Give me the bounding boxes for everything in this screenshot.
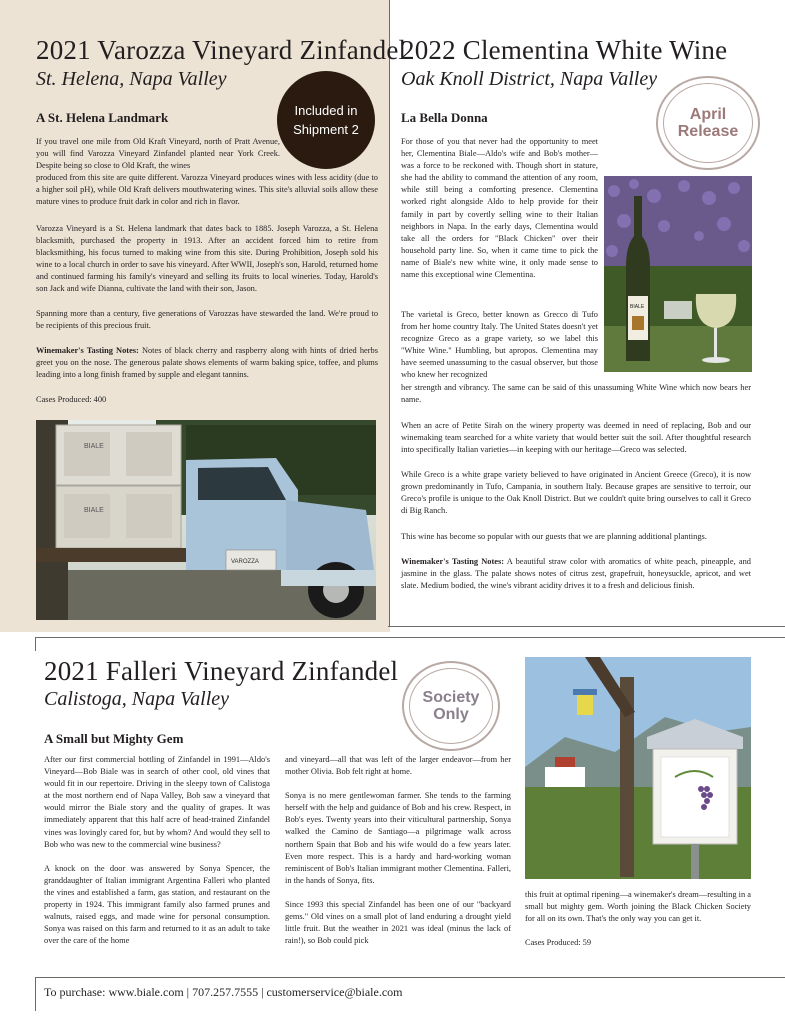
varozza-tasting-notes <box>36 345 378 381</box>
middle-divider-tick <box>35 637 36 651</box>
falleri-col1-para1: After our first commercial bottling of Zinfandel in 1991—Aldo's Vineyard—Bob Biale was in search of other cool, old vines that would fit in our repertoire. Driving in the sleepy town of Calistoga at the most northern end of Napa Valley, Bob saw a vineyard that would mirror the Biale story and the quality of grapes. It was immediately apparent that this half acre of head-trained Zinfandel vines was lovingly cared for, but by whom? And would they sell to Bob who was new to the commercial wine business? <box>44 755 270 849</box>
footer-separator-1: | <box>186 985 190 999</box>
falleri-col2-para3: Since 1993 this special Zinfandel has been one of our "backyard gems." Old vines on a small plot of land enduring a drought yield little fruit. But the weather in 2021 was ideal (minus the lack of rain!), so Bob could pick <box>285 899 511 946</box>
varozza-tasting-label: Winemaker's Tasting Notes: <box>36 346 139 355</box>
falleri-col2-para2: Sonya is no mere gentlewoman farmer. She tends to the farming herself with the help and guidance of Bob and his crew. Respect, in Bob's eyes. Twenty years into their viticultural partnership, Sonya walked the Camino de Santiago—a pilgrimage walk across northern Spain that Bob and his wife would do a few years later. Even more respect. This is a hardy and hard-working woman reminiscent of Bob's Italian immigrant mother Clementina. Falleri, in the hands of Sonya, fits. <box>285 791 511 885</box>
clementina-photo <box>604 176 752 372</box>
truck-photo <box>36 420 376 620</box>
falleri-region: Calistoga, Napa Valley <box>44 688 229 710</box>
truck-door-sign: VAROZZA <box>231 559 259 565</box>
footer-purchase-link[interactable]: To purchase: www.biale.com <box>44 985 184 999</box>
varozza-para1-narrow: If you travel one mile from Old Kraft Vineyard, north of Pratt Avenue, you will find Varozza Vineyard Zinfandel planted near York Creek. Despite being so close to Old Kraft, the wines <box>36 137 280 171</box>
shipment-badge <box>277 71 375 169</box>
falleri-photo <box>525 657 751 879</box>
badge-line2: Shipment 2 <box>293 122 359 137</box>
varozza-tasting-text: Notes of black cherry and raspberry along with hints of dried herbs greet you on the nose. The generous palate shows elements of warm baking spice, toffee, and plums leading into a long finish framed by supple and elegant tannins. <box>36 346 378 380</box>
footer-phone[interactable]: 707.257.7555 <box>192 985 259 999</box>
footer-divider-tick <box>35 977 36 1011</box>
varozza-section-heading: A St. Helena Landmark <box>36 110 169 125</box>
varozza-para1-wide: produced from this site are quite different. Varozza Vineyard produces wines with less acidity (due to a higher soil pH), while Old Kraft delivers mouthwatering wines. This site's alluvial soils allow these mature vines to produce fruit dark in color and rich in flavor. <box>36 173 378 207</box>
falleri-section-heading: A Small but Mighty Gem <box>44 731 184 746</box>
middle-divider <box>35 637 785 638</box>
footer <box>44 985 402 1000</box>
bottle-label: BIALE <box>630 304 645 310</box>
falleri-col2 <box>285 754 511 959</box>
clementina-para2-wide: her strength and vibrancy. The same can be said of this unassuming White Wine which now bears her name. <box>401 383 751 405</box>
falleri-col3 <box>525 889 751 961</box>
clementina-tasting-text: A beautiful straw color with aromatics of white peach, pineapple, and jasmine in the glass. The palate shows notes of citrus zest, grapefruit, honeysuckle, apricot, and wet slate. Medium bodied, the wine's vibrant acidity drives it to a fresh and delicious finish. <box>401 557 751 591</box>
falleri-col2-para1: and vineyard—all that was left of the larger endeavor—from her mother Olivia. Bob felt right at home. <box>285 755 511 777</box>
clementina-tasting-notes <box>401 556 751 592</box>
clementina-para3: When an acre of Petite Sirah on the winery property was deemed in need of replacing, Bob and our winemaking team searched for a white variety that would better suit the soil. After thoughtful research into specifically Italian varieties—in keeping with our heritage—Greco was selected. <box>401 421 751 455</box>
falleri-col1-para2: A knock on the door was answered by Sonya Spencer, the granddaughter of Italian immigrant Argentina Falleri who planted the vines and established a farm, gas station, and restaurant on the property in 1924. This immigrant family also farmed prunes and walnuts, raised eggs, and made wine for personal consumption. Sonya was raised on this farm and returned to it as an adult to take over the care of the home <box>44 863 270 946</box>
bin-label-1: BIALE <box>84 443 104 450</box>
stamp-april-line1: April <box>689 106 727 123</box>
footer-separator-2: | <box>261 985 264 999</box>
clementina-para4: While Greco is a white grape variety believed to have originated in Ancient Greece (Greco), it is now grown predominantly in Tufo, Campania, in southern Italy. Because grapes are sensitive to terroir, our Greco's profile is unique to the Oak Knoll District. But we couldn't quite bring ourselves to call it Greco di Big Ranch. <box>401 470 751 516</box>
falleri-title: 2021 Falleri Vineyard Zinfandel <box>44 656 399 686</box>
vertical-divider <box>389 0 390 626</box>
clementina-para2-narrow: The varietal is Greco, better known as Grecco di Tufo from her home country Italy. The United States doesn't yet recognize Greco as a grape variety, so we label this "White Wine." Humbling, but apropos. Clementina may have seemed unassuming to the casual observer, but those who knew her recognized <box>401 310 598 380</box>
stamp-society-line2: Only <box>433 706 469 723</box>
clementina-para5: This wine has become so popular with our guests that we are planning additional plantings. <box>401 532 707 541</box>
varozza-para2: Varozza Vineyard is a St. Helena landmark that dates back to 1885. Joseph Varozza, a St. Helena blacksmith, purchased the property in 1913. After an accident forced him to retire from blacksmithing, his focus turned to making wine from this site. During Prohibition, Joseph sold his wine to a local church in order to save his vineyard. After WWII, Joseph's son, Harold, returned home and continued farming his family's vineyard and selling its fruits to local wineries. Today, Harold's son Jack and wife Dianna, cultivate the land with their son, Jason. <box>36 224 378 294</box>
falleri-cases: Cases Produced: 59 <box>525 938 592 948</box>
footer-email-link[interactable]: customerservice@biale.com <box>266 985 403 999</box>
stamp-society-line1: Society <box>422 689 480 706</box>
right-bottom-divider <box>388 626 785 627</box>
clementina-section-heading: La Bella Donna <box>401 110 488 125</box>
clementina-title: 2022 Clementina White Wine <box>401 35 728 65</box>
badge-line1: Included in <box>294 103 358 118</box>
truck-illustration <box>36 420 376 620</box>
varozza-region: St. Helena, Napa Valley <box>36 68 227 90</box>
varozza-cases: Cases Produced: 400 <box>36 395 107 404</box>
varozza-para3: Spanning more than a century, five generations of Varozzas have stewarded the land. We're proud to be recipients of this precious fruit. <box>36 309 378 331</box>
varozza-title: 2021 Varozza Vineyard Zinfandel <box>36 35 407 65</box>
april-release-stamp <box>656 76 760 170</box>
stamp-april-line2: Release <box>677 123 739 140</box>
footer-divider <box>35 977 785 978</box>
society-only-stamp <box>402 661 500 751</box>
falleri-col1 <box>44 754 270 959</box>
clementina-region: Oak Knoll District, Napa Valley <box>401 68 658 90</box>
clementina-tasting-label: Winemaker's Tasting Notes: <box>401 557 505 566</box>
birdhouse-illustration <box>525 657 751 879</box>
bin-label-2: BIALE <box>84 507 104 514</box>
bottle-lavender-illustration <box>604 176 752 372</box>
clementina-para1: For those of you that never had the opportunity to meet her, Clementina Biale—Aldo's wife and Bob's mother—was a force to be reckoned with. Though short in stature, she had the ability to command the attention of any room, while still being a comforting presence. Clementina worked right alongside Aldo to help provide for their family in part by covertly selling wine to their Italian neighbors in Napa. In the early days, Clementina would take all the orders for "Black Chicken" over their household party line. So, when it came time to pick the name of Biale's new white wine, it only made sense to name this exceptional wine Clementina. <box>401 137 598 280</box>
falleri-col3-para1: this fruit at optimal ripening—a winemaker's dream—resulting in a small but mighty gem. Worth joining the Black Chicken Society for all on its own. That's the only way you can get it. <box>525 890 751 924</box>
